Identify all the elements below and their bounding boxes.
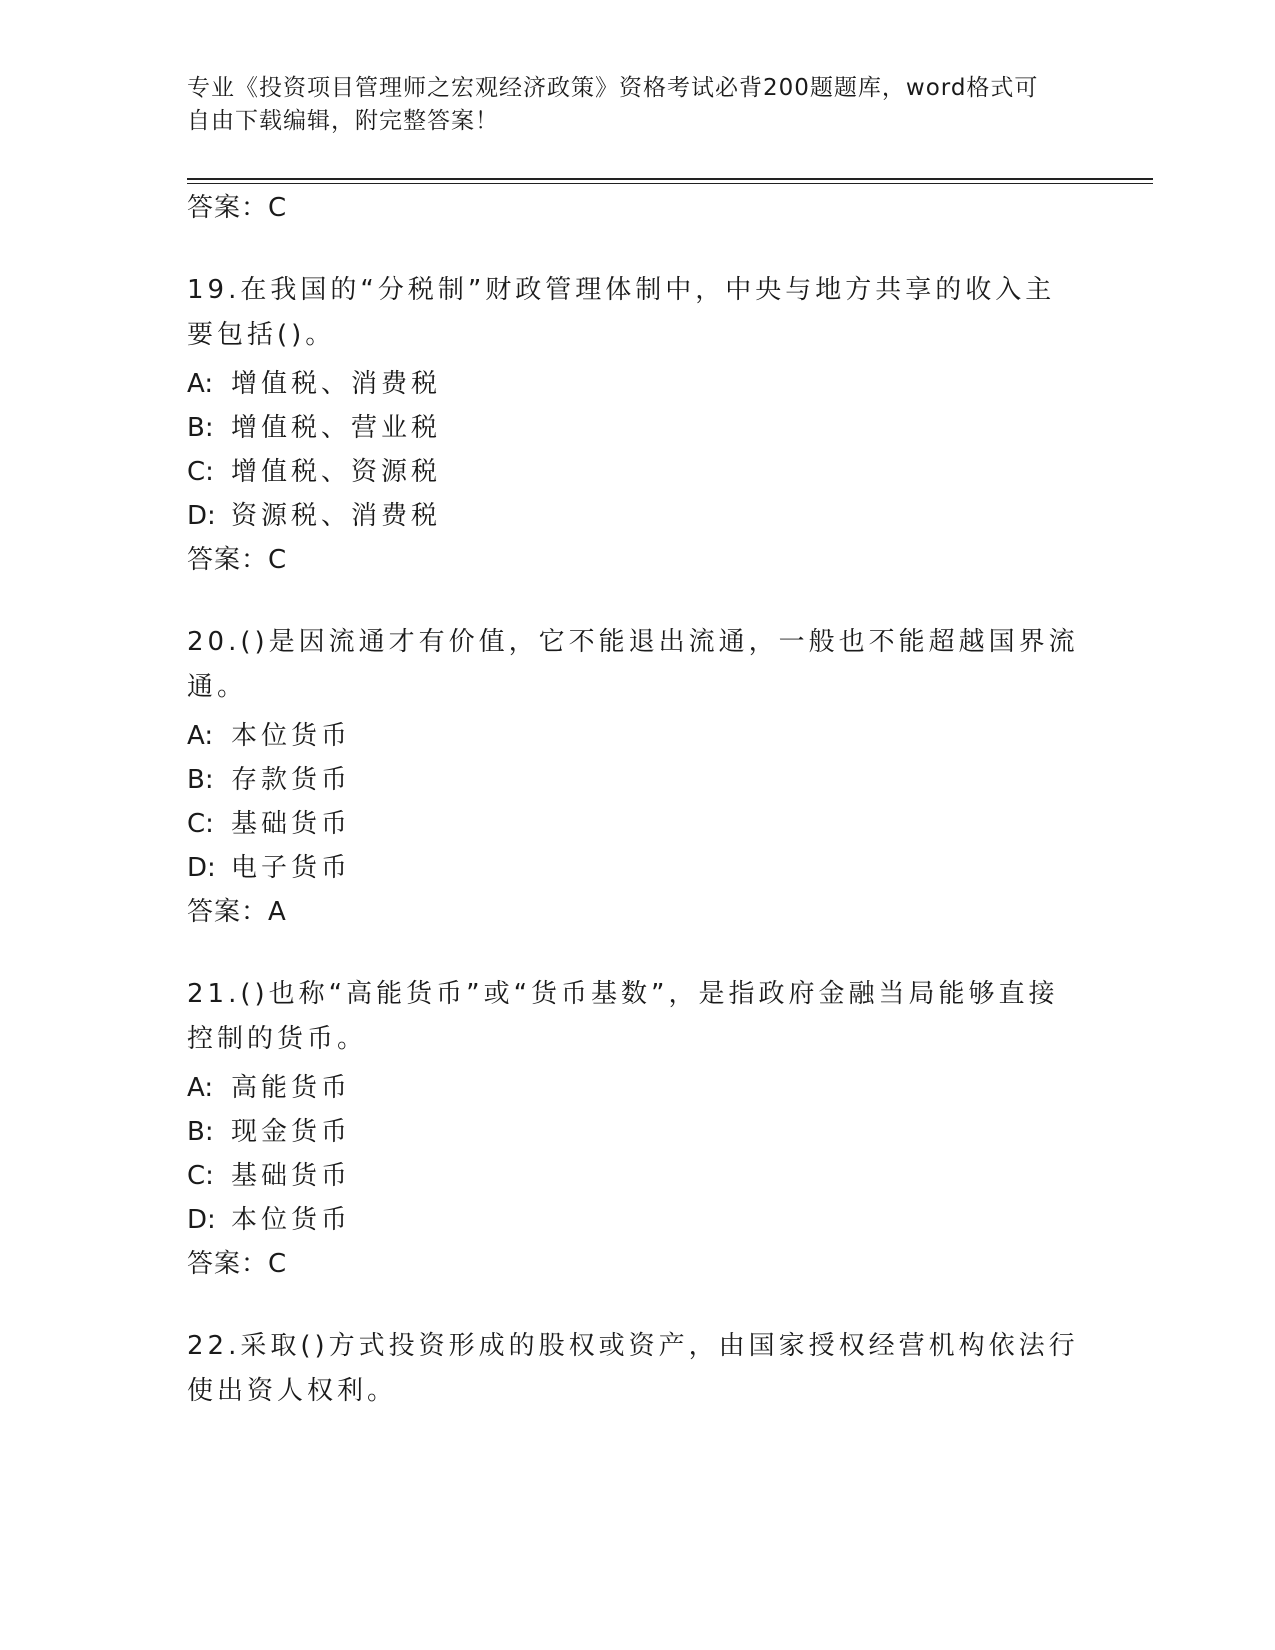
option-text: 本位货币 (231, 721, 352, 751)
header-divider-thick (187, 178, 1153, 180)
option-letter: D: (187, 501, 216, 531)
header-line-2: 自由下载编辑，附完整答案！ (187, 108, 499, 134)
option-20-d (187, 851, 351, 885)
option-letter: A: (187, 721, 214, 751)
header-divider-thin (187, 183, 1153, 184)
header-line-1: 专业《投资项目管理师之宏观经济政策》资格考试必背200题题库，word格式可 (187, 75, 1039, 101)
question-21: 21.()也称“高能货币”或“货币基数”，是指政府金融当局能够直接控制的货币。 (187, 979, 1059, 1054)
option-19-b (187, 411, 441, 445)
option-text: 资源税、消费税 (231, 501, 442, 531)
option-text: 本位货币 (231, 1205, 352, 1235)
option-letter: A: (187, 369, 214, 399)
option-21-a (187, 1071, 351, 1105)
option-letter: C: (187, 1161, 214, 1191)
option-text: 高能货币 (231, 1073, 352, 1103)
option-text: 增值税、营业税 (231, 413, 442, 443)
option-letter: B: (187, 1117, 214, 1147)
option-21-b (187, 1115, 351, 1149)
option-19-c (187, 455, 441, 489)
option-letter: D: (187, 853, 216, 883)
option-text: 电子货币 (231, 853, 352, 883)
answer-19: 答案：C (187, 545, 288, 575)
option-text: 增值税、消费税 (231, 369, 442, 399)
question-19: 19.在我国的“分税制”财政管理体制中，中央与地方共享的收入主要包括()。 (187, 275, 1056, 350)
answer-21: 答案：C (187, 1249, 288, 1279)
option-text: 增值税、资源税 (231, 457, 442, 487)
option-19-a (187, 367, 441, 401)
option-19-d (187, 499, 441, 533)
option-20-a (187, 719, 351, 753)
option-letter: C: (187, 457, 214, 487)
option-text: 基础货币 (231, 1161, 352, 1191)
option-text: 存款货币 (231, 765, 352, 795)
question-22: 22.采取()方式投资形成的股权或资产，由国家授权经营机构依法行使出资人权利。 (187, 1331, 1079, 1406)
option-20-c (187, 807, 351, 841)
option-text: 现金货币 (231, 1117, 352, 1147)
answer-20: 答案：A (187, 897, 287, 927)
option-letter: D: (187, 1205, 216, 1235)
option-letter: C: (187, 809, 214, 839)
option-text: 基础货币 (231, 809, 352, 839)
option-21-c (187, 1159, 351, 1193)
option-20-b (187, 763, 351, 797)
option-letter: A: (187, 1073, 214, 1103)
answer-18: 答案：C (187, 193, 288, 223)
question-20: 20.()是因流通才有价值，它不能退出流通，一般也不能超越国界流通。 (187, 627, 1079, 702)
option-letter: B: (187, 413, 214, 443)
option-21-d (187, 1203, 351, 1237)
page-header (187, 72, 1067, 138)
option-letter: B: (187, 765, 214, 795)
